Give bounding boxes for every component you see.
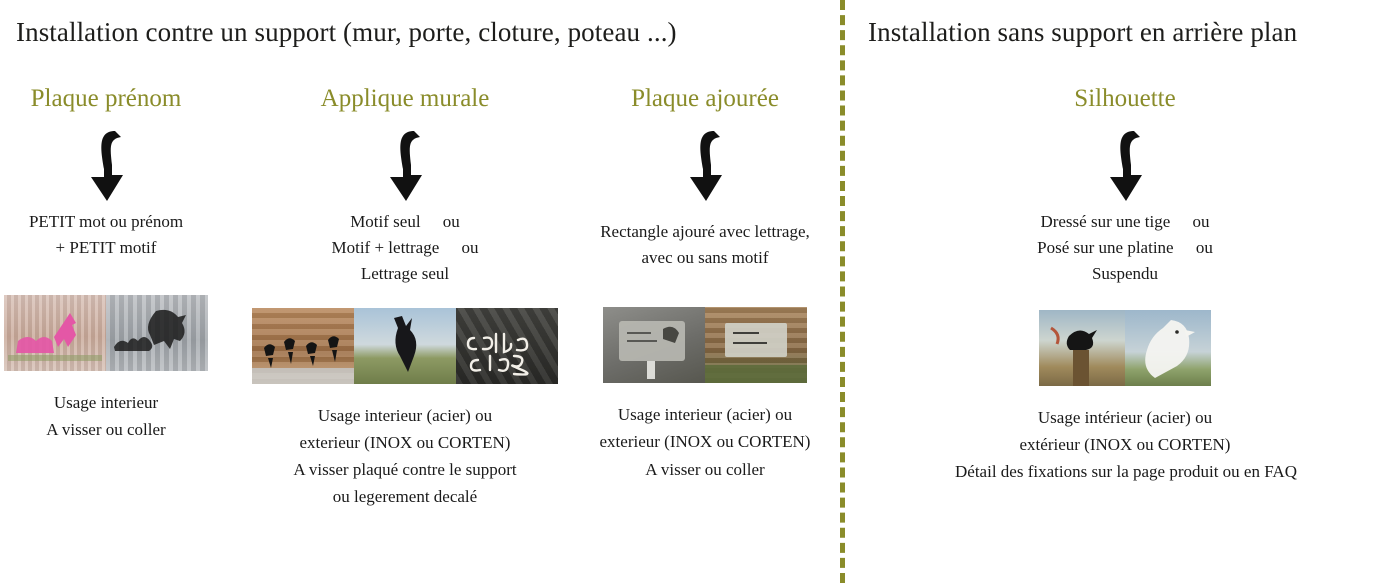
caption-line: A visser plaqué contre le support: [293, 459, 517, 479]
option-text: avec ou sans motif: [641, 247, 769, 267]
or-label: ou: [1195, 237, 1213, 257]
or-label: ou: [1192, 211, 1210, 231]
caption-line: Usage intérieur (acier) ou: [1037, 407, 1213, 427]
column-plaque-ajouree: [580, 85, 830, 483]
option-list: [580, 219, 830, 272]
caption-line: Usage interieur (acier) ou: [317, 405, 493, 425]
image-strip: [252, 308, 558, 384]
column-caption: [240, 402, 570, 511]
column-title: Plaque ajourée: [631, 85, 779, 112]
option-list: [0, 209, 212, 262]
column-silhouette: [955, 85, 1295, 485]
caption-line: A visser ou coller: [46, 420, 166, 440]
section-title-with-support: Installation contre un support (mur, porte, cloture, poteau ...): [16, 17, 677, 47]
or-label: ou: [442, 211, 460, 231]
photo-silhouette-bird-on-post: [1039, 310, 1125, 386]
image-strip: [1039, 310, 1211, 386]
caption-line: exterieur (INOX ou CORTEN): [299, 432, 511, 452]
option-text: Motif + lettrage: [331, 237, 440, 257]
option-text: Rectangle ajouré avec lettrage,: [600, 221, 810, 241]
option-text: Posé sur une platine: [1037, 237, 1174, 257]
caption-line: extérieur (INOX ou CORTEN): [1019, 434, 1231, 454]
photo-applique-coffee-bar-lettering: [456, 308, 558, 384]
photo-silhouette-dove-white: [1125, 310, 1211, 386]
option-text: Motif seul: [350, 211, 421, 231]
photo-applique-deer-outdoor: [354, 308, 456, 384]
photo-plaque-ajouree-garden-sign: [705, 307, 807, 383]
option-text: PETIT mot ou prénom: [28, 211, 184, 231]
curved-down-arrow-icon: [1090, 125, 1160, 205]
curved-down-arrow-icon: [670, 125, 740, 205]
photo-applique-birds-on-wood: [252, 308, 354, 384]
caption-line: exterieur (INOX ou CORTEN): [599, 432, 811, 452]
column-caption: [0, 389, 212, 443]
photo-plaque-prenom-hello-horse: [106, 295, 208, 371]
option-text: Dressé sur une tige: [1040, 211, 1171, 231]
column-title: Plaque prénom: [30, 85, 182, 112]
caption-line: Usage interieur (acier) ou: [617, 405, 793, 425]
curved-down-arrow-icon: [71, 125, 141, 205]
option-text: Suspendu: [1091, 264, 1159, 284]
column-plaque-prenom: [0, 85, 212, 444]
column-title: Silhouette: [1074, 85, 1176, 112]
option-text: Lettrage seul: [360, 264, 450, 284]
photo-plaque-ajouree-names-grey-wall: [603, 307, 705, 383]
caption-line: A visser ou coller: [645, 459, 765, 479]
caption-line: Détail des fixations sur la page produit ou en FAQ: [955, 461, 1297, 481]
option-list: [240, 209, 570, 288]
option-list: [955, 209, 1295, 288]
option-text: + PETIT motif: [55, 237, 157, 257]
curved-down-arrow-icon: [370, 125, 440, 205]
image-strip: [603, 307, 807, 383]
column-caption: [955, 404, 1295, 486]
dashed-divider: [840, 0, 845, 583]
photo-plaque-prenom-pink-unicorn: [4, 295, 106, 371]
column-title: Applique murale: [320, 85, 490, 112]
caption-line: Usage interieur: [53, 393, 159, 413]
caption-line: ou legerement decalé: [332, 487, 478, 507]
column-caption: [580, 401, 830, 483]
section-title-without-support: Installation sans support en arrière plan: [868, 17, 1298, 47]
or-label: ou: [461, 237, 479, 257]
column-applique-murale: [240, 85, 570, 510]
image-strip: [4, 295, 208, 371]
